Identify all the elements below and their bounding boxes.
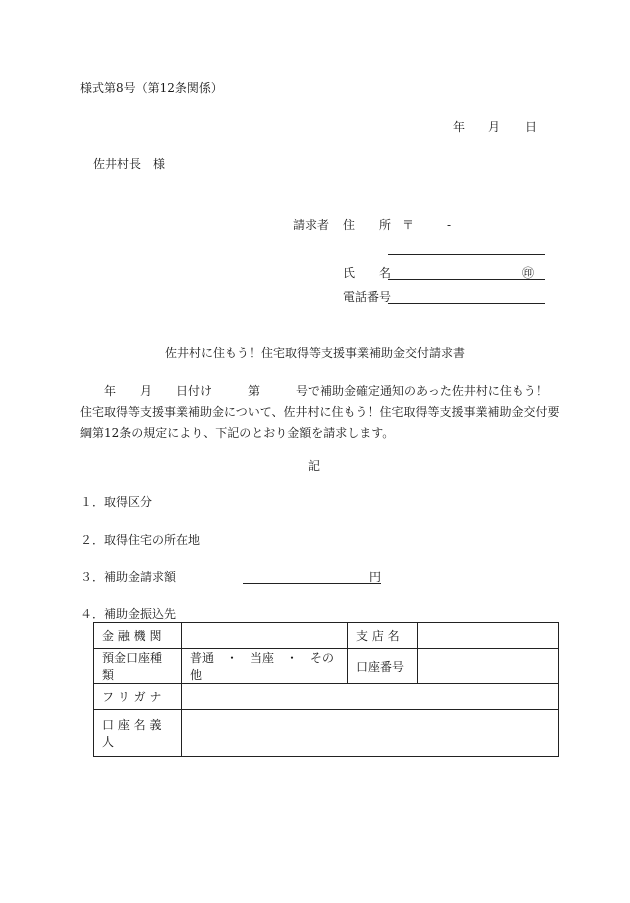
body-line: 住宅取得等支援事業補助金について、佐井村に住もう！住宅取得等支援事業補助金交付要: [80, 405, 560, 419]
item-number: １．: [80, 495, 105, 509]
body-paragraph: [80, 381, 560, 444]
item-property-location: 取得住宅の所在地: [104, 533, 201, 547]
bank-transfer-table: [93, 622, 559, 757]
name-label: 氏 名: [343, 266, 392, 280]
branch-field[interactable]: [418, 623, 559, 649]
item-transfer-destination: 補助金振込先: [104, 607, 177, 621]
table-row: [94, 684, 559, 710]
date-year-label: 年: [453, 120, 466, 134]
form-number: 様式第8号（第12条関係）: [80, 81, 223, 95]
seal-mark: ㊞: [522, 266, 535, 280]
document-title: 佐井村に住もう！住宅取得等支援事業補助金交付請求書: [165, 346, 466, 360]
branch-label: 支 店 名: [348, 623, 418, 649]
phone-label: 電話番号: [343, 290, 392, 304]
phone-underline[interactable]: [388, 303, 545, 304]
holder-field[interactable]: [182, 710, 559, 757]
body-line: 年 月 日付け 第 号で補助金確定通知のあった佐井村に住もう！: [80, 384, 548, 398]
account-number-field[interactable]: [418, 649, 559, 684]
account-type-label: 預金口座種類: [94, 649, 182, 684]
table-row: [94, 623, 559, 649]
item-claim-amount: 補助金請求額: [104, 570, 177, 584]
date-day-label: 日: [525, 120, 538, 134]
address-label: 住 所: [343, 218, 392, 232]
addressee: 佐井村長 様: [93, 157, 166, 171]
account-number-label: 口座番号: [348, 649, 418, 684]
account-type-options[interactable]: 普通 ・ 当座 ・ その他: [182, 649, 348, 684]
table-row: [94, 710, 559, 757]
ki-heading: 記: [308, 459, 321, 473]
item-number: ３．: [80, 570, 105, 584]
item-number: ２．: [80, 533, 105, 547]
institution-field[interactable]: [182, 623, 348, 649]
table-row: [94, 649, 559, 684]
item-number: ４．: [80, 607, 105, 621]
holder-label: 口 座 名 義 人: [94, 710, 182, 757]
claimant-label: 請求者: [293, 218, 330, 232]
yen-unit: 円: [369, 570, 382, 584]
item-acquisition-type: 取得区分: [104, 495, 153, 509]
institution-label: 金 融 機 関: [94, 623, 182, 649]
postal-mark: 〒: [402, 218, 415, 232]
amount-underline[interactable]: [243, 583, 381, 584]
postal-dash: -: [447, 218, 452, 232]
address-underline[interactable]: [388, 254, 545, 255]
body-line: 綱第12条の規定により、下記のとおり金額を請求します。: [80, 426, 395, 440]
furigana-field[interactable]: [182, 684, 559, 710]
date-month-label: 月: [488, 120, 501, 134]
furigana-label: フ リ ガ ナ: [94, 684, 182, 710]
